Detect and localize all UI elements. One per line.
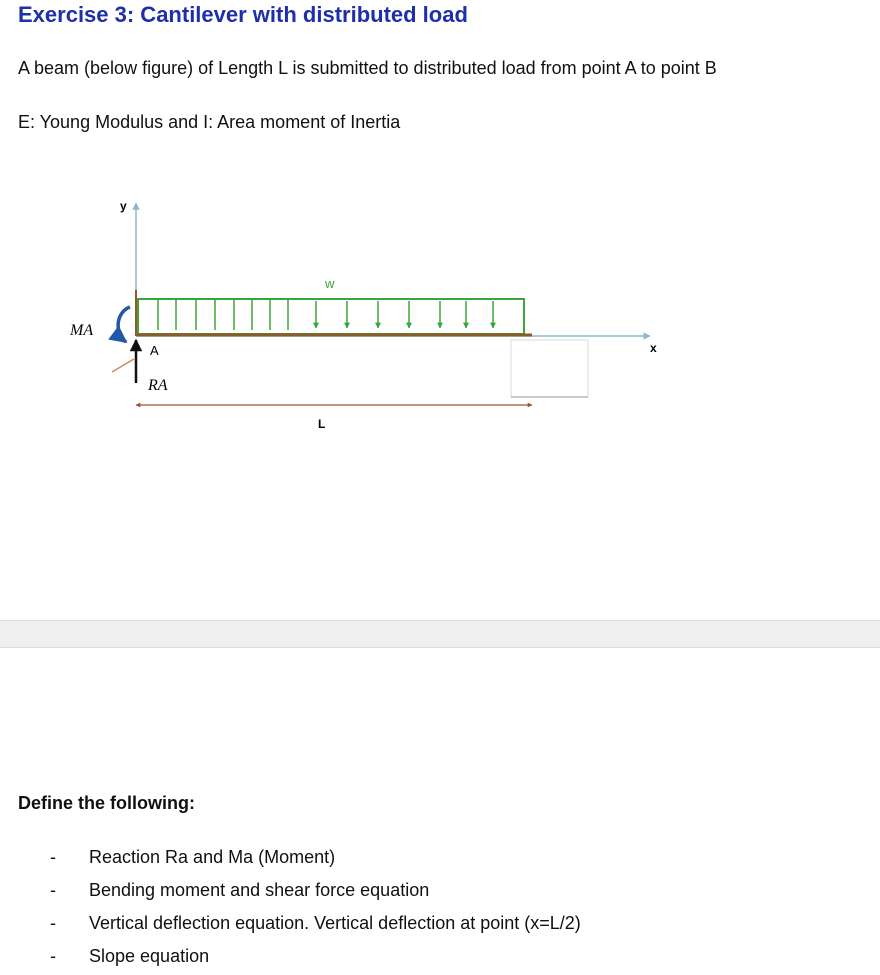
task-text: Vertical deflection equation. Vertical deflection at point (x=L/2) bbox=[89, 913, 581, 933]
tasks-heading: Define the following: bbox=[18, 793, 195, 813]
task-list bbox=[50, 843, 581, 975]
page-title: Exercise 3: Cantilever with distributed load bbox=[18, 2, 468, 27]
list-item bbox=[50, 909, 581, 942]
task-text: Reaction Ra and Ma (Moment) bbox=[89, 847, 336, 867]
task-text: Bending moment and shear force equation bbox=[89, 880, 430, 900]
list-item bbox=[50, 942, 581, 975]
bullet-dash: - bbox=[50, 880, 56, 900]
task-text: Slope equation bbox=[89, 946, 210, 966]
definitions-line: E: Young Modulus and I: Area moment of Inertia bbox=[18, 112, 401, 132]
list-item bbox=[50, 876, 581, 909]
list-item bbox=[50, 843, 581, 876]
reaction-label: RA bbox=[148, 377, 168, 394]
beam-figure bbox=[0, 180, 880, 450]
load-arrows bbox=[158, 300, 493, 330]
bullet-dash: - bbox=[50, 847, 56, 867]
moment-label: MA bbox=[70, 322, 94, 339]
point-a-label: A bbox=[150, 343, 159, 358]
load-label: w bbox=[325, 276, 335, 291]
x-axis-label: x bbox=[650, 341, 657, 355]
problem-statement: A beam (below figure) of Length L is submitted to distributed load from point A to point B bbox=[18, 58, 717, 78]
bullet-dash: - bbox=[50, 913, 56, 933]
reaction-moment-arrow bbox=[118, 307, 130, 342]
length-label: L bbox=[318, 417, 326, 431]
y-axis-label: y bbox=[120, 199, 127, 213]
section-divider bbox=[0, 620, 880, 648]
bullet-dash: - bbox=[50, 946, 56, 966]
free-end-box bbox=[511, 340, 588, 397]
reaction-hatch bbox=[112, 359, 134, 372]
